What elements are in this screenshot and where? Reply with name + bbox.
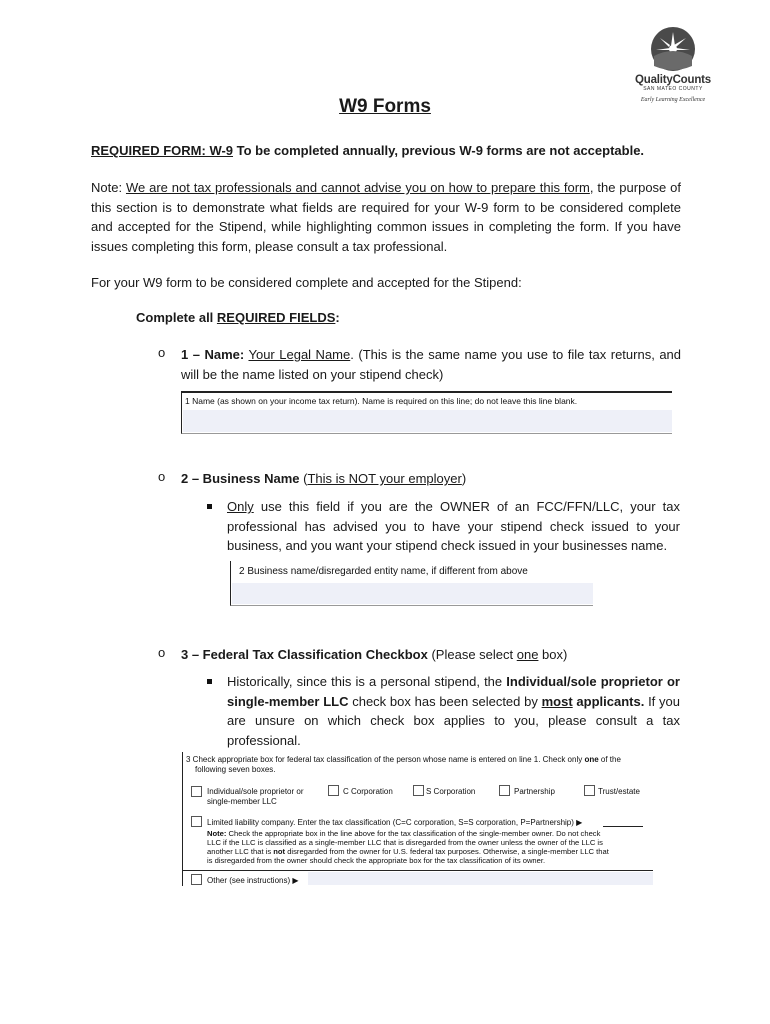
note-line-3-not: not	[273, 847, 286, 856]
w9-class-header	[186, 755, 621, 765]
complete-required-heading	[136, 308, 536, 328]
item-classification-label: 3 – Federal Tax Classification Checkbox	[181, 647, 428, 662]
opt-s-corporation: S Corporation	[426, 787, 476, 796]
w9-class-header-a: 3 Check appropriate box for federal tax classification of the person whose name is entered on line 1. Check only	[186, 755, 585, 764]
detail-most: most	[541, 693, 573, 709]
w9-class-header-one: one	[584, 755, 599, 764]
note-text: , the purpose of this section is to demonstrate what fields are required for your W-9 form to be considered complete and accepted for the Stipend, while highlighting common issues in completing the form. If you have issues completing this form, please consult a tax professional.	[91, 180, 682, 254]
detail-applicants: applicants.	[572, 693, 645, 709]
logo-county: SAN MATEO COUNTY	[643, 86, 703, 92]
individual-checkbox[interactable]	[191, 786, 202, 797]
item-business-only: Only	[227, 499, 254, 514]
note-label: Note:	[207, 829, 227, 838]
quality-counts-logo	[628, 26, 718, 103]
c-corp-checkbox[interactable]	[328, 785, 339, 796]
note-line-2: LLC if the LLC is classified as a single-member LLC that is disregarded from the owner unless the owner of the LLC is	[207, 838, 603, 847]
item-classification-detail	[227, 672, 680, 750]
note-line-4: is disregarded from the owner should check the appropriate box for the tax classification of its owner.	[207, 856, 546, 865]
opt-llc: Limited liability company. Enter the tax classification (C=C corporation, S=S corporation, P=Partnership) ▶	[207, 818, 583, 827]
bullet-marker: o	[158, 469, 166, 484]
note-prefix: Note:	[91, 180, 126, 195]
bullet-marker: o	[158, 345, 166, 360]
note-disclaimer: We are not tax professionals and cannot advise you on how to prepare this form	[125, 180, 590, 195]
detail-bold-individual: Individual/sole proprietor or single-member LLC	[227, 674, 680, 709]
item-business-detail	[227, 497, 680, 556]
item-name-text: . (This is the same name you use to file tax returns, and will be the name listed on your stipend check)	[181, 347, 682, 382]
item-classification-one: one	[516, 647, 539, 662]
opt-other: Other (see instructions) ▶	[207, 876, 299, 885]
required-form-text: To be completed annually, previous W-9 forms are not acceptable.	[233, 143, 645, 158]
w9-classification-snippet	[182, 752, 653, 886]
item-classification	[181, 645, 681, 665]
w9-class-header-c: of the	[598, 755, 621, 764]
llc-note	[207, 829, 653, 865]
item-business-paren-open: (	[299, 471, 308, 486]
item-business-paren-close: )	[461, 471, 467, 486]
required-form-line	[91, 141, 691, 161]
item-name-legal: Your Legal Name	[248, 347, 351, 362]
other-checkbox[interactable]	[191, 874, 202, 885]
opt-individual-b: single-member LLC	[207, 797, 277, 806]
w9-name-field-label: 1 Name (as shown on your income tax return). Name is required on this line; do not leave this line blank.	[185, 396, 578, 406]
bullet-marker: o	[158, 645, 166, 660]
item-classification-paren-close: box)	[538, 647, 568, 662]
required-fields-label: REQUIRED FIELDS	[216, 310, 336, 325]
opt-c-corporation: C Corporation	[343, 787, 393, 796]
note-line-1: Check the appropriate box in the line above for the tax classification of the single-member owner. Do not check	[226, 829, 601, 838]
intro-text: For your W9 form to be considered complete and accepted for the Stipend:	[91, 275, 522, 290]
s-corp-checkbox[interactable]	[413, 785, 424, 796]
detail-text-3: If you are unsure on which check box applies to you, please consult a tax professional.	[227, 693, 680, 748]
item-business	[181, 469, 681, 489]
logo-tagline: Early Learning Excellence	[640, 97, 706, 103]
w9-name-input-area	[183, 410, 672, 432]
llc-classification-line	[603, 826, 643, 827]
complete-suffix: :	[335, 310, 340, 325]
complete-prefix: Complete all	[136, 310, 217, 325]
page-title: W9 Forms	[339, 96, 431, 117]
w9-name-field-snippet	[181, 391, 672, 434]
other-input-area	[308, 872, 653, 885]
partnership-checkbox[interactable]	[499, 785, 510, 796]
detail-text-2: check box has been selected by	[348, 693, 542, 709]
square-bullet	[207, 679, 212, 684]
w9-business-input-area	[232, 583, 593, 604]
item-classification-paren-open: (Please select	[427, 647, 517, 662]
w9-business-field-snippet	[230, 561, 593, 606]
note-line-3a: another LLC that is	[207, 847, 274, 856]
logo-wordmark: QualityCounts	[635, 74, 711, 86]
sunburst-circle-icon	[650, 26, 696, 72]
item-business-not-employer: This is NOT your employer	[307, 471, 462, 486]
item-name-label: 1 – Name:	[181, 347, 245, 362]
note-paragraph	[91, 178, 681, 256]
opt-individual-a: Individual/sole proprietor or	[207, 787, 304, 796]
detail-text-1: Historically, since this is a personal stipend, the	[227, 674, 507, 689]
note-line-3c: disregarded from the owner for U.S. federal tax purposes. Otherwise, a single-member LLC that	[285, 847, 609, 856]
item-business-detail-text: use this field if you are the OWNER of an FCC/FFN/LLC, your tax professional has advised you to have your stipend check issued to your business, and you want your stipend check issued in your businesses name.	[227, 499, 680, 553]
w9-business-field-label: 2 Business name/disregarded entity name, if different from above	[239, 566, 528, 577]
item-business-label: 2 – Business Name	[181, 471, 300, 486]
llc-checkbox[interactable]	[191, 816, 202, 827]
opt-trust-estate: Trust/estate	[598, 787, 640, 796]
w9-class-header-d: following seven boxes.	[195, 765, 276, 774]
opt-partnership: Partnership	[514, 787, 555, 796]
trust-checkbox[interactable]	[584, 785, 595, 796]
required-form-label: REQUIRED FORM: W-9	[91, 143, 234, 158]
item-name	[181, 345, 681, 384]
other-row-divider	[183, 870, 653, 871]
square-bullet	[207, 504, 212, 509]
